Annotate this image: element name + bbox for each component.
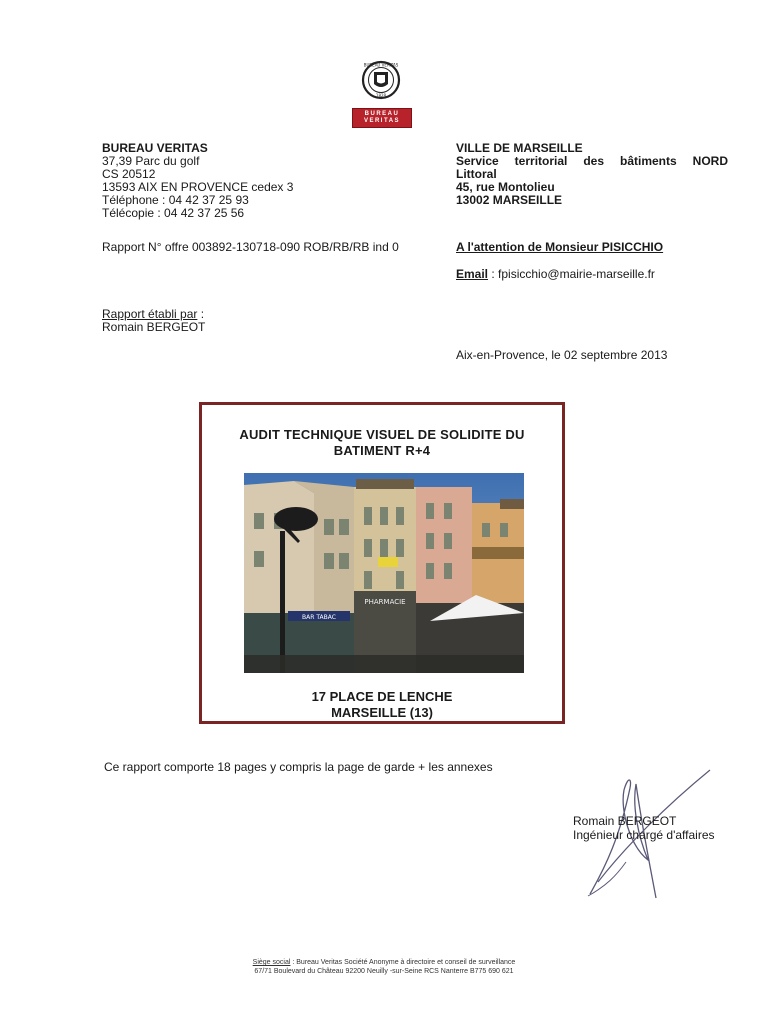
brand-line-1: BUREAU bbox=[364, 111, 400, 117]
sender-phone: Téléphone : 04 42 37 25 93 bbox=[102, 193, 249, 207]
email-value: fpisicchio@mairie-marseille.fr bbox=[498, 267, 655, 281]
report-offer-number: Rapport N° offre 003892-130718-090 ROB/RB/RB ind 0 bbox=[102, 240, 399, 254]
cover-frame bbox=[199, 402, 565, 724]
cover-title-line-2: BATIMENT R+4 bbox=[333, 443, 431, 458]
sender-name: BUREAU VERITAS bbox=[102, 141, 208, 155]
signer-title: Ingénieur chargé d'affaires bbox=[573, 828, 715, 842]
recipient-name: VILLE DE MARSEILLE bbox=[456, 141, 583, 155]
page-count-note: Ce rapport comporte 18 pages y compris la page de garde + les annexes bbox=[104, 760, 493, 774]
brand-box bbox=[352, 108, 412, 128]
seal-text: BUREAU VERITAS bbox=[363, 62, 399, 68]
recipient-address bbox=[456, 142, 728, 207]
sender-line-1: 37,39 Parc du golf bbox=[102, 154, 200, 168]
site-address-line-2: MARSEILLE (13) bbox=[331, 705, 433, 720]
footer-line-1: : Bureau Veritas Société Anonyme à directoire et conseil de surveillance bbox=[290, 959, 516, 966]
cover-title bbox=[202, 427, 562, 459]
email-line bbox=[456, 267, 655, 281]
report-author-block bbox=[102, 308, 205, 334]
cover-title-line-1: AUDIT TECHNIQUE VISUEL DE SOLIDITE DU bbox=[239, 427, 525, 442]
site-address bbox=[202, 689, 562, 721]
signer-name: Romain BERGEOT bbox=[573, 814, 677, 828]
established-label: Rapport établi par bbox=[102, 307, 198, 321]
footer-line-2: 67/71 Boulevard du Château 92200 Neuilly -sur-Seine RCS Nanterre B775 690 621 bbox=[254, 968, 514, 975]
bureau-veritas-logo bbox=[352, 58, 412, 130]
date-line: Aix-en-Provence, le 02 septembre 2013 bbox=[456, 348, 668, 362]
footer-legal bbox=[0, 958, 768, 976]
recipient-street: 45, rue Montolieu bbox=[456, 180, 555, 194]
sender-address bbox=[102, 142, 392, 220]
footer-label: Siège social bbox=[252, 959, 291, 966]
established-separator: : bbox=[197, 307, 205, 321]
site-address-line-1: 17 PLACE DE LENCHE bbox=[311, 689, 453, 704]
sender-line-2: CS 20512 bbox=[102, 167, 156, 181]
shop-sign-pharmacie: PHARMACIE bbox=[364, 598, 406, 606]
recipient-service: Service territorial des bâtiments NORD bbox=[456, 154, 728, 168]
recipient-city: 13002 MARSEILLE bbox=[456, 193, 563, 207]
recipient-service-2: Littoral bbox=[456, 167, 497, 181]
shop-sign-bar-tabac: BAR TABAC bbox=[302, 614, 336, 621]
attention-line: A l'attention de Monsieur PISICCHIO bbox=[456, 240, 664, 254]
seal-icon bbox=[361, 58, 401, 104]
seal-year: 1828 bbox=[375, 93, 387, 98]
established-name: Romain BERGEOT bbox=[102, 320, 206, 334]
signer-block bbox=[573, 814, 715, 842]
brand-line-2: VERITAS bbox=[363, 118, 401, 124]
email-label: Email bbox=[456, 267, 489, 281]
building-photo-image bbox=[244, 473, 524, 673]
email-separator: : bbox=[488, 267, 499, 281]
building-photo bbox=[244, 473, 524, 673]
sender-line-3: 13593 AIX EN PROVENCE cedex 3 bbox=[102, 180, 294, 194]
sender-fax: Télécopie : 04 42 37 25 56 bbox=[102, 206, 245, 220]
